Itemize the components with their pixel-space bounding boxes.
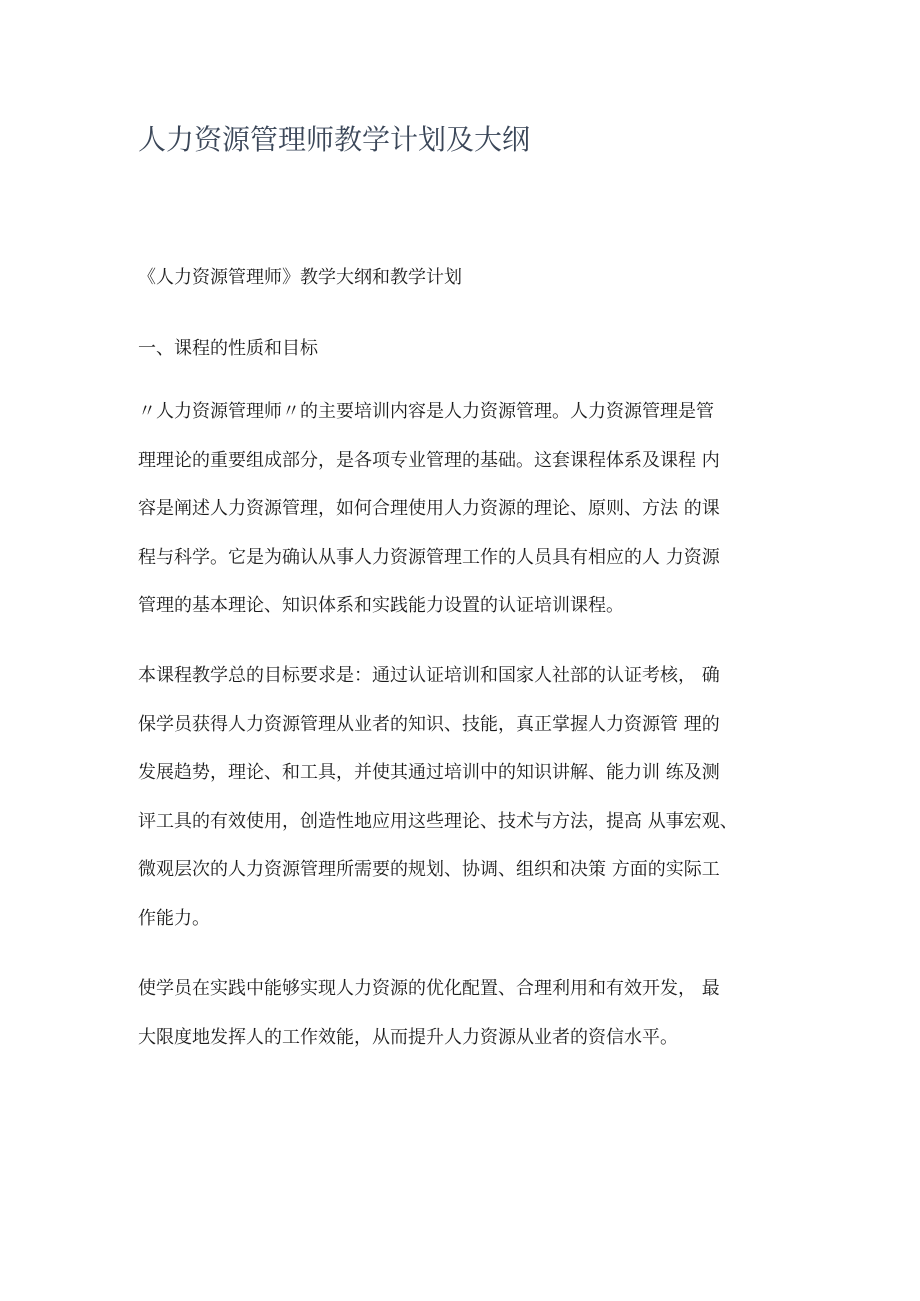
paragraph-line: 程与科学。它是为确认从事人力资源管理工作的人员具有相应的人 力资源 [138,546,720,568]
paragraph-line: 发展趋势，理论、和工具，并使其通过培训中的知识讲解、能力训 练及测 [138,762,720,783]
document-subtitle: 《人力资源管理师》教学大纲和教学计划 [138,267,462,288]
paragraph-line: 〃人力资源管理师〃的主要培训内容是人力资源管理。人力资源管理是管 [138,401,714,422]
paragraph-line: 作能力。 [138,907,210,929]
paragraph-line: 本课程教学总的目标要求是：通过认证培训和国家人社部的认证考核， 确 [138,665,720,686]
paragraph-line: 微观层次的人力资源管理所需要的规划、协调、组织和决策 方面的实际工 [138,859,720,880]
document-title: 人力资源管理师教学计划及大纲 [138,123,531,156]
paragraph-line: 大限度地发挥人的工作效能，从而提升人力资源从业者的资信水平。 [138,1026,678,1048]
paragraph-course-goals [138,664,788,955]
paragraph-practice-outcome [138,977,788,1074]
paragraph-line: 管理的基本理论、知识体系和实践能力设置的认证培训课程。 [138,595,624,616]
paragraph-line: 评工具的有效使用，创造性地应用这些理论、技术与方法，提高 从事宏观、 [138,810,738,832]
paragraph-line: 容是阐述人力资源管理，如何合理使用人力资源的理论、原则、方法 的课 [138,498,720,519]
section-heading: 一、课程的性质和目标 [138,338,318,359]
paragraph-line: 保学员获得人力资源管理从业者的知识、技能，真正掌握人力资源管 理的 [138,713,720,735]
paragraph-line: 使学员在实践中能够实现人力资源的优化配置、合理利用和有效开发， 最 [138,978,720,999]
paragraph-line: 理理论的重要组成部分，是各项专业管理的基础。这套课程体系及课程 内 [138,449,720,471]
paragraph-course-nature [138,400,788,643]
